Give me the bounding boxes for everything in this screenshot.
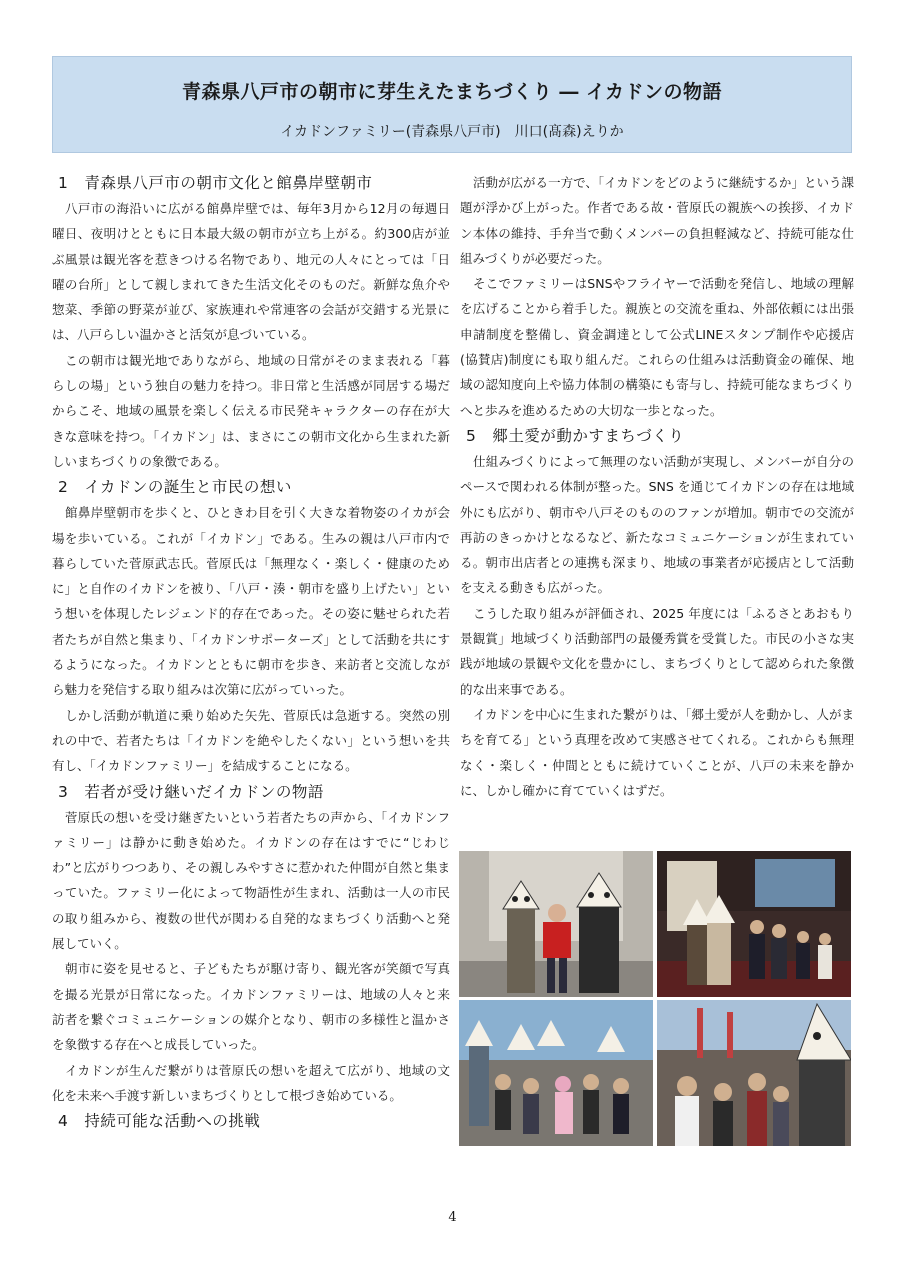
photo-market-crowd bbox=[657, 1000, 851, 1146]
paragraph: イカドンを中心に生まれた繋がりは、「郷土愛が人を動かし、人がまちを育てる」という真理を改めて実感させてくれる。これからも無理なく・楽しく・仲間とともに続けていくことが、八戸の未来を静かに、しかし確かに育てていくはずだ。 bbox=[460, 706, 854, 798]
paragraph: 八戸市の海沿いに広がる館鼻岸壁では、毎年3月から12月の毎週日曜日、夜明けとともに日本最大級の朝市が立ち上がる。約300店が並ぶ風景は観光客を惹きつける名物であり、地元の人々にとっては「日曜の台所」として親しまれてきた生活文化そのものだ。新鮮な魚介や惣菜、季節の野菜が並び、家族連れや常連客の会話が交錯する光景には、八戸らしい温かさと活気が息づいている。 bbox=[52, 201, 450, 343]
article-author: イカドンファミリー(青森県八戸市) 川口(髙森)えりか bbox=[280, 124, 624, 140]
left-column bbox=[52, 170, 450, 1134]
paragraph: 活動が広がる一方で、「イカドンをどのように継続するか」という課題が浮かび上がった。作者である故・菅原氏の親族への挨拶、イカドン本体の維持、手弁当で動くメンバーの負担軽減など、持続可能な仕組みづくりが必要だった。 bbox=[460, 175, 854, 266]
paragraph: この朝市は観光地でありながら、地域の日常がそのまま表れる「暮らしの場」という独自の魅力を持つ。非日常と生活感が同居する場だからこそ、地域の風景を楽しく伝える市民発キャラクターの存在が大きな意味を持つ。「イカドン」は、まさにこの朝市文化から生まれた新しいまちづくりの象徴である。 bbox=[52, 352, 450, 469]
photo-award-ceremony bbox=[657, 851, 851, 997]
section-heading-4: 4 持続可能な活動への挑戦 bbox=[58, 1112, 261, 1131]
paragraph: しかし活動が軌道に乗り始めた矢先、菅原氏は急逝する。突然の別れの中で、若者たちは「イカドンを絶やしたくない」という想いを共有し、「イカドンファミリー」を結成することになる。 bbox=[52, 707, 450, 774]
photo-group-harbor bbox=[459, 1000, 653, 1146]
page-number: 4 bbox=[448, 1210, 457, 1225]
paragraph: そこでファミリーはSNSやフライヤーで活動を発信し、地域の理解を広げることから着手した。親族との交流を重ね、外部依頼には出張申請制度を整備し、資金調達として公式LINEスタンプ制作や応援店(協賛店)制度にも取り組んだ。これらの仕組みは活動資金の確保、地域の認知度向上や協力体制の構築にも寄与し、持続可能なまちづくりへと歩みを進めるための大切な一歩となった。 bbox=[460, 276, 854, 418]
right-column bbox=[460, 170, 854, 803]
section-heading-5: 5 郷土愛が動かすまちづくり bbox=[466, 426, 685, 445]
section-heading-2: 2 イカドンの誕生と市民の想い bbox=[58, 478, 292, 497]
paragraph: イカドンが生んだ繋がりは菅原氏の想いを超えて広がり、地域の文化を未来へ手渡す新しいまちづくりとして根づき始めている。 bbox=[52, 1062, 450, 1103]
paragraph: こうした取り組みが評価され、2025 年度には「ふるさとあおもり景観賞」地域づくり活動部門の最優秀賞を受賞した。市民の小さな実践が地域の景観や文化を豊かにし、まちづくりとして認められた象徴的な出来事である。 bbox=[460, 605, 854, 697]
title-banner bbox=[52, 56, 852, 153]
section-heading-1: 1 青森県八戸市の朝市文化と館鼻岸壁朝市 bbox=[58, 174, 373, 192]
paragraph: 仕組みづくりによって無理のない活動が実現し、メンバーが自分のペースで関われる体制が整った。SNS を通じてイカドンの存在は地域外にも広がり、朝市や八戸そのもののファンが増加。朝市での交流が再訪のきっかけとなるなど、新たなコミュニケーションが生まれている。朝市出店者との連携も深まり、地域の事業者が応援店として活動を支える動きも広がった。 bbox=[460, 453, 854, 596]
photo-collage bbox=[459, 851, 851, 1146]
article-title: 青森県八戸市の朝市に芽生えたまちづくり ― イカドンの物語 bbox=[182, 81, 722, 103]
paragraph: 館鼻岸壁朝市を歩くと、ひときわ目を引く大きな着物姿のイカが会場を歩いている。これが「イカドン」である。生みの親は八戸市内で暮らしていた菅原武志氏。菅原氏は「無理なく・楽しく・健康のために」と自作のイカドンを被り、「八戸・湊・朝市を盛り上げたい」という想いを体現したレジェンド的存在であった。その姿に魅せられた若者たちが自然と集まり、「イカドンサポーターズ」として活動を共にするようになった。イカドンとともに朝市を歩き、来訪者と交流しながら魅力を発信する取り組みは次第に広がっていった。 bbox=[52, 505, 450, 698]
paragraph: 朝市に姿を見せると、子どもたちが駆け寄り、観光客が笑顔で写真を撮る光景が日常になった。イカドンファミリーは、地域の人々と来訪者を繋ぐコミュニケーションの媒介となり、朝市の多様性と温かさを象徴する存在へと成長していった。 bbox=[52, 961, 450, 1053]
section-heading-3: 3 若者が受け継いだイカドンの物語 bbox=[58, 782, 324, 801]
paragraph: 菅原氏の想いを受け継ぎたいという若者たちの声から、「イカドンファミリー」は静かに動き始めた。イカドンの存在はすでに“じわじわ”と広がりつつあり、その親しみやすさに惹かれた仲間が自然と集まっていた。ファミリー化によって物語性が生まれ、活動は一人の市民の取り組みから、複数の世代が関わる自発的なまちづくり活動へと発展していく。 bbox=[52, 809, 450, 952]
photo-ikadon-duo bbox=[459, 851, 653, 997]
